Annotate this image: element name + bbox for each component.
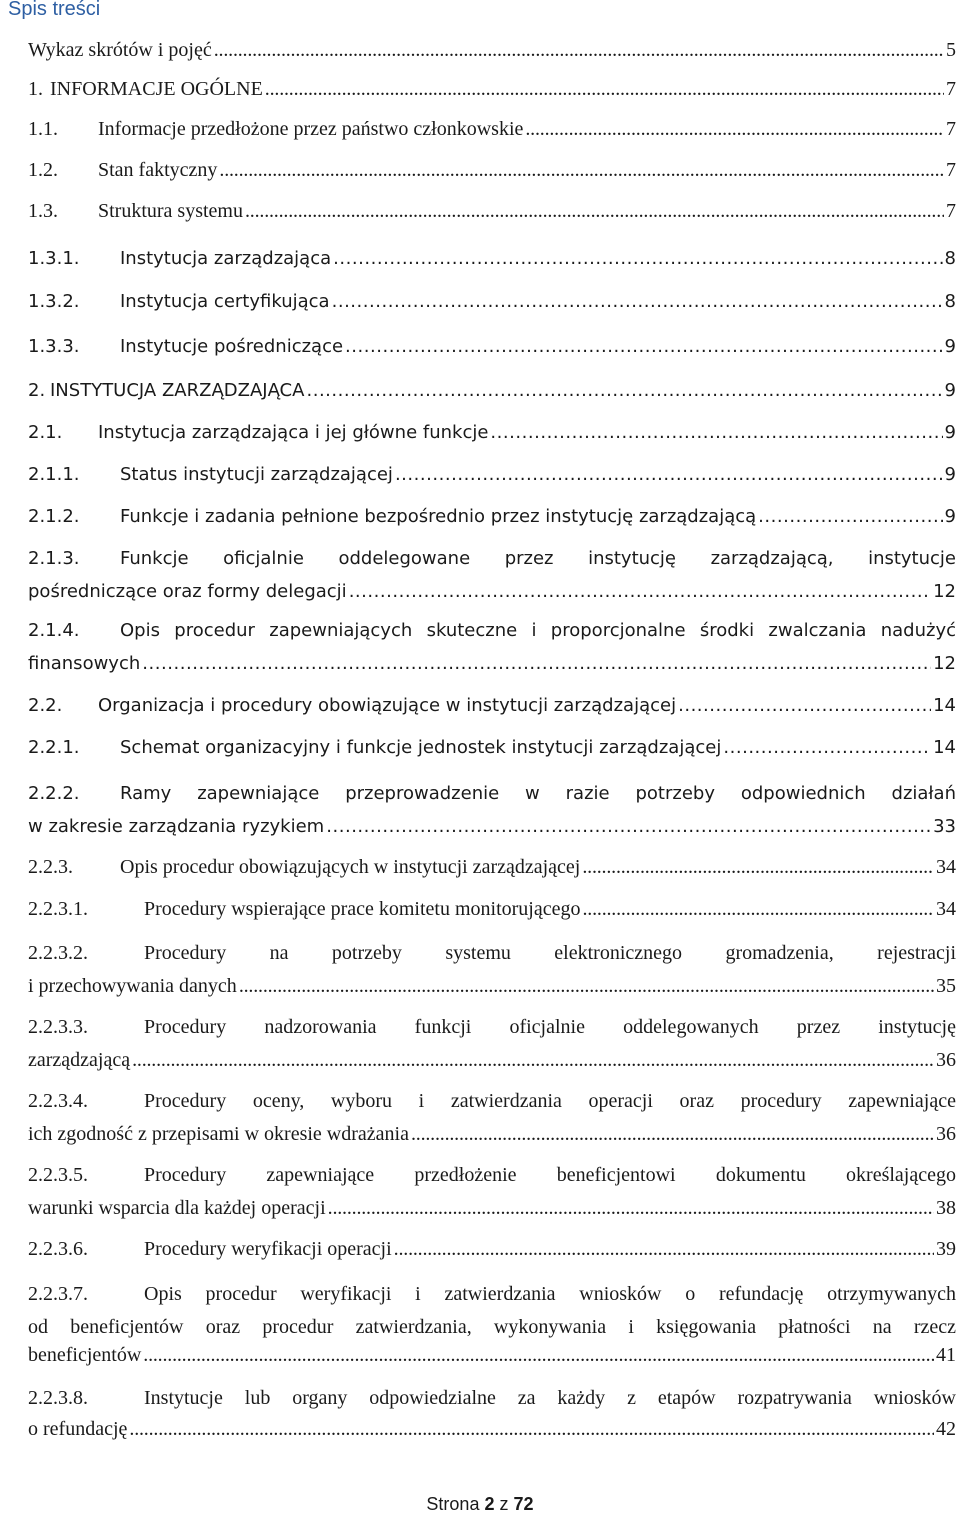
toc-entry-line [28,1123,960,1153]
toc-dot-leader [525,118,944,141]
toc-entry-line [28,816,960,846]
toc-entry-title: Funkcje oficjalnie oddelegowane przez instytucję zarządzającą, instytucje [120,548,956,569]
toc-entry-page: 14 [933,695,956,716]
toc-entry-page: 8 [944,291,956,312]
toc-entry-number: 2.2.2. [28,783,80,804]
toc-entry-title: w zakresie zarządzania ryzykiem [28,816,325,837]
toc-entry-title: Wykaz skrótów i pojęć [28,39,212,61]
footer-current-page: 2 [484,1494,495,1514]
toc-entry-title: INFORMACJE OGÓLNE [50,78,263,100]
toc-entry-page: 12 [933,581,956,602]
toc-entry-line [28,380,960,410]
toc-dot-leader [411,1123,934,1146]
toc-entry-page: 9 [944,336,956,357]
toc-entry-line [28,1418,960,1448]
toc-entry-line [28,464,960,494]
toc-entry-title: o refundację [28,1418,128,1440]
toc-entry-number: 2.2.3.8. [28,1387,88,1409]
toc-entry-line [28,1049,960,1079]
toc-entry-title: Informacje przedłożone przez państwo członkowskie [98,118,524,140]
page-footer [0,1494,960,1515]
toc-entry-line [28,506,960,536]
toc-dot-leader [349,581,931,602]
toc-entry-number: 2.1.3. [28,548,80,569]
toc-entry-title: Instytucja zarządzająca i jej główne funkcje [98,422,489,443]
toc-entry-title: Organizacja i procedury obowiązujące w instytucji zarządzającej [98,695,677,716]
toc-entry-page: 42 [936,1418,956,1440]
toc-entry-line [28,975,960,1005]
toc-entry-number: 1.1. [28,118,58,140]
toc-heading: Spis treści [8,0,101,20]
toc-entry-number: 2.2.3.1. [28,898,88,920]
toc-entry-page: 9 [944,422,956,443]
toc-dot-leader [239,975,934,998]
toc-entry-page: 36 [936,1123,956,1145]
toc-entry-title: ich zgodność z przepisami w okresie wdrażania [28,1123,409,1145]
toc-dot-leader [214,39,944,62]
toc-entry-line [28,1164,956,1194]
toc-entry-line [28,653,960,683]
toc-entry-line [28,942,956,972]
toc-entry-number: 1.2. [28,159,58,181]
toc-entry-line [28,291,960,321]
toc-entry-line [28,695,960,725]
toc-entry-title: Instytucje pośredniczące [120,336,344,357]
toc-dot-leader [582,856,934,879]
toc-entry-page: 39 [936,1238,956,1260]
toc-entry-number: 2.2.3.4. [28,1090,88,1112]
toc-entry-page: 33 [933,816,956,837]
toc-entry-title: Status instytucji zarządzającej [120,464,393,485]
toc-dot-leader [333,248,942,269]
toc-entry-number: 2.1.4. [28,620,80,641]
toc-entry-title: zarządzającą [28,1049,131,1071]
toc-entry-page: 41 [936,1344,956,1366]
toc-entry-page: 34 [936,898,956,920]
toc-dot-leader [129,1418,934,1441]
toc-entry-number: 2.2.1. [28,737,80,758]
toc-dot-leader [678,695,931,716]
toc-dot-leader [332,291,943,312]
toc-entry-title: Instytucja zarządzająca [120,248,332,269]
toc-entry-line [28,78,960,108]
toc-entry-line [28,1344,960,1374]
toc-entry-title: warunki wsparcia dla każdej operacji [28,1197,326,1219]
toc-entry-line [28,159,960,189]
toc-dot-leader [143,1344,934,1367]
toc-entry-page: 5 [946,39,956,61]
toc-entry-line [28,1283,956,1313]
toc-entry-line [28,856,960,886]
toc-dot-leader [758,506,942,527]
toc-entry-line [28,581,960,611]
toc-entry-line [28,336,960,366]
toc-entry-page: 7 [946,200,956,222]
toc-entry-number: 2.2.3.3. [28,1016,88,1038]
toc-dot-leader [395,464,943,485]
toc-entry-number: 2.2. [28,695,63,716]
toc-entry-line [28,737,960,767]
toc-entry-title: Procedury zapewniające przedłożenie beneficjentowi dokumentu określającego [144,1164,956,1186]
toc-dot-leader [490,422,942,443]
toc-entry-title: Opis procedur weryfikacji i zatwierdzania wniosków o refundację otrzymywanych [144,1283,956,1305]
toc-dot-leader [142,653,931,674]
toc-entry-page: 14 [933,737,956,758]
toc-entry-page: 34 [936,856,956,878]
toc-entry-title: beneficjentów [28,1344,142,1366]
toc-entry-number: 2.1.2. [28,506,80,527]
toc-dot-leader [345,336,943,357]
toc-entry-number: 2.2.3.2. [28,942,88,964]
toc-dot-leader [328,1197,934,1220]
toc-entry-number: 2.2.3.7. [28,1283,88,1305]
toc-dot-leader [219,159,944,182]
toc-entry-page: 35 [936,975,956,997]
toc-entry-line [28,783,956,813]
toc-dot-leader [394,1238,934,1261]
toc-entry-title: i przechowywania danych [28,975,237,997]
toc-entry-title: Procedury weryfikacji operacji [144,1238,392,1260]
toc-entry-number: 1.3. [28,200,58,222]
toc-entry-line [28,548,956,578]
toc-entry-title: Opis procedur zapewniających skuteczne i proporcjonalne środki zwalczania nadużyć [120,620,956,641]
toc-entry-number: 2.1.1. [28,464,80,485]
toc-entry-line [28,200,960,230]
toc-entry-number: 1.3.1. [28,248,80,269]
toc-entry-line [28,1016,956,1046]
toc-entry-title: Procedury na potrzeby systemu elektronicznego gromadzenia, rejestracji [144,942,956,964]
toc-dot-leader [583,898,935,921]
toc-entry-title: Ramy zapewniające przeprowadzenie w razie potrzeby odpowiednich działań [120,783,956,804]
toc-entry-line [28,422,960,452]
footer-separator: z [499,1494,509,1514]
toc-entry-line [28,248,960,278]
footer-prefix: Strona [426,1494,480,1514]
toc-entry-line [28,620,956,650]
footer-total-pages: 72 [513,1494,534,1514]
toc-entry-title: Opis procedur obowiązujących w instytucji zarządzającej [120,856,581,878]
toc-entry-line [28,1197,960,1227]
toc-entry-page: 9 [944,506,956,527]
toc-entry-title: pośredniczące oraz formy delegacji [28,581,347,602]
toc-entry-number: 2.2.3.6. [28,1238,88,1260]
toc-entry-page: 7 [946,159,956,181]
toc-entry-title: INSTYTUCJA ZARZĄDZAJĄCA [50,380,305,401]
toc-entry-line [28,1090,956,1120]
toc-dot-leader [723,737,931,758]
toc-entry-line [28,1387,956,1417]
toc-entry-title: Instytucja certyfikująca [120,291,330,312]
toc-entry-title: Procedury oceny, wyboru i zatwierdzania operacji oraz procedury zapewniające [144,1090,956,1112]
toc-dot-leader [306,380,942,401]
toc-entry-title: Procedury wspierające prace komitetu monitorującego [144,898,581,920]
toc-entry-title: Funkcje i zadania pełnione bezpośrednio przez instytucję zarządzającą [120,506,757,527]
toc-entry-page: 38 [936,1197,956,1219]
toc-entry-page: 7 [946,118,956,140]
toc-entry-line [28,1238,960,1268]
toc-entry-line [28,118,960,148]
toc-dot-leader [132,1049,934,1072]
toc-entry-page: 7 [946,78,956,100]
toc-entry-number: 2.1. [28,422,63,443]
toc-entry-page: 12 [933,653,956,674]
toc-dot-leader [326,816,931,837]
toc-entry-title: Stan faktyczny [98,159,218,181]
toc-dot-leader [265,78,944,101]
toc-entry-number: 1.3.2. [28,291,80,312]
toc-entry-title: Instytucje lub organy odpowiedzialne za każdy z etapów rozpatrywania wniosków [144,1387,956,1409]
toc-entry-title: od beneficjentów oraz procedur zatwierdzania, wykonywania i księgowania płatności na rzecz [28,1316,956,1338]
toc-entry-title: Struktura systemu [98,200,243,222]
toc-entry-number: 1.3.3. [28,336,80,357]
toc-entry-page: 36 [936,1049,956,1071]
toc-entry-title: finansowych [28,653,141,674]
toc-entry-page: 8 [944,248,956,269]
toc-entry-number: 2.2.3. [28,856,73,878]
toc-entry-number: 1. [28,78,43,100]
toc-dot-leader [245,200,944,223]
toc-entry-page: 9 [944,380,956,401]
toc-entry-line [28,39,960,69]
toc-entry-title: Procedury nadzorowania funkcji oficjalnie oddelegowanych przez instytucję [144,1016,956,1038]
toc-entry-number: 2. [28,380,46,401]
toc-entry-line [28,1316,956,1346]
toc-entry-page: 9 [944,464,956,485]
toc-entry-number: 2.2.3.5. [28,1164,88,1186]
toc-entry-line [28,898,960,928]
toc-entry-title: Schemat organizacyjny i funkcje jednostek instytucji zarządzającej [120,737,722,758]
